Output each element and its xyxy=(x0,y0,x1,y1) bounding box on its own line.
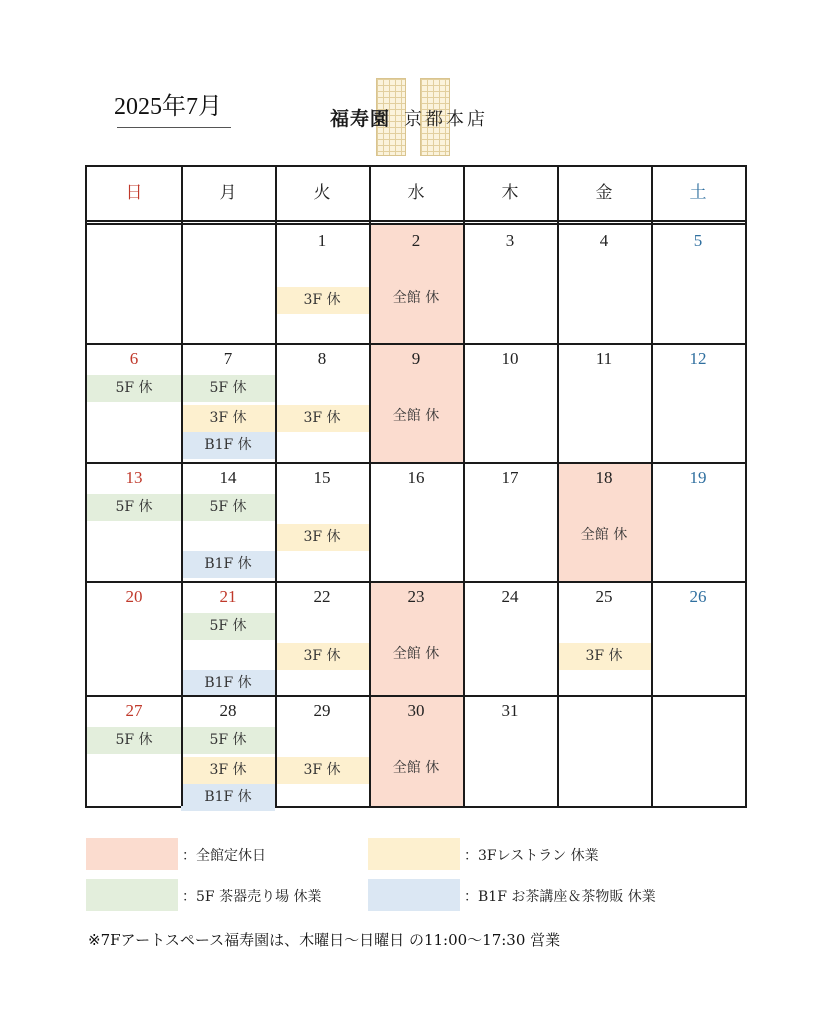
day-number: 31 xyxy=(501,701,519,720)
day-number: 10 xyxy=(501,349,519,368)
day-number: 9 xyxy=(411,349,421,368)
day-number: 28 xyxy=(219,701,237,720)
closed-tag-f3: 3F 休 xyxy=(275,287,369,314)
grid-column-line xyxy=(557,167,559,806)
grid-column-line xyxy=(181,167,183,806)
calendar-day-cell xyxy=(87,343,181,462)
closed-tag-f5: 5F 休 xyxy=(181,375,275,402)
day-number: 11 xyxy=(595,349,613,368)
grid-column-line xyxy=(275,167,277,806)
closed-tag-b1: B1F 休 xyxy=(181,784,275,811)
day-number: 8 xyxy=(317,349,327,368)
calendar-day-cell xyxy=(369,695,463,806)
calendar-day-cell xyxy=(463,695,557,806)
day-number: 3 xyxy=(505,231,515,250)
calendar-day-cell xyxy=(369,462,463,581)
calendar-day-cell xyxy=(463,581,557,695)
calendar-day-cell xyxy=(275,695,369,806)
closed-tag-all: 全館 休 xyxy=(392,408,440,424)
day-number: 4 xyxy=(599,231,609,250)
calendar-day-cell xyxy=(275,225,369,343)
footnote: ※7Fアートスペース福寿園は、木曜日〜日曜日 の11:00〜17:30 営業 xyxy=(88,931,561,949)
calendar-day-cell xyxy=(87,225,181,343)
day-number: 16 xyxy=(407,468,425,487)
calendar-day-cell xyxy=(181,225,275,343)
calendar-day-cell xyxy=(463,462,557,581)
grid-column-line xyxy=(369,167,371,806)
logo-store-name: 京都本店 xyxy=(404,109,488,130)
day-number: 13 xyxy=(125,468,143,487)
logo-brand: 福寿園 xyxy=(330,108,391,130)
calendar-day-cell xyxy=(651,695,745,806)
day-number: 22 xyxy=(313,587,331,606)
calendar-day-cell xyxy=(275,462,369,581)
calendar-header xyxy=(87,167,745,225)
calendar-day-cell xyxy=(369,225,463,343)
day-number: 30 xyxy=(407,701,425,720)
legend-text-5f: ：5F 茶器売り場 休業 xyxy=(182,889,322,905)
day-number: 23 xyxy=(407,587,425,606)
calendar-day-cell xyxy=(463,343,557,462)
store-logo xyxy=(330,78,510,156)
calendar xyxy=(85,165,747,808)
closed-tag-f5: 5F 休 xyxy=(181,494,275,521)
closed-tag-f3: 3F 休 xyxy=(275,757,369,784)
legend-text-all-closed: ：全館定休日 xyxy=(182,848,266,864)
closed-tag-all: 全館 休 xyxy=(392,760,440,776)
closed-tag-all: 全館 休 xyxy=(392,646,440,662)
closed-tag-f3: 3F 休 xyxy=(181,405,275,432)
grid-column-line xyxy=(463,167,465,806)
closed-tag-f5: 5F 休 xyxy=(87,727,181,754)
weekday-header: 木 xyxy=(501,183,519,203)
month-title: 2025年7月 xyxy=(114,94,222,120)
calendar-day-cell xyxy=(557,225,651,343)
weekday-header: 月 xyxy=(219,183,237,203)
grid-row-line xyxy=(87,695,745,697)
closed-tag-all: 全館 休 xyxy=(580,527,628,543)
closed-tag-f3: 3F 休 xyxy=(275,643,369,670)
legend-swatch-5f xyxy=(86,879,178,911)
calendar-day-cell xyxy=(651,581,745,695)
closed-tag-f5: 5F 休 xyxy=(87,375,181,402)
day-number: 12 xyxy=(689,349,707,368)
calendar-day-cell xyxy=(557,343,651,462)
closed-tag-f3: 3F 休 xyxy=(557,643,651,670)
calendar-day-cell xyxy=(87,695,181,806)
day-number: 26 xyxy=(689,587,707,606)
calendar-day-cell xyxy=(557,462,651,581)
weekday-header: 火 xyxy=(313,183,331,203)
calendar-day-cell xyxy=(275,581,369,695)
grid-row-line xyxy=(87,581,745,583)
calendar-day-cell xyxy=(557,581,651,695)
grid-row-line xyxy=(87,462,745,464)
closed-tag-all: 全館 休 xyxy=(392,290,440,306)
closed-tag-b1: B1F 休 xyxy=(181,432,275,459)
closed-tag-f3: 3F 休 xyxy=(181,757,275,784)
legend-swatch-b1f xyxy=(368,879,460,911)
closed-tag-f3: 3F 休 xyxy=(275,524,369,551)
day-number: 17 xyxy=(501,468,519,487)
calendar-day-cell xyxy=(181,462,275,581)
day-number: 15 xyxy=(313,468,331,487)
calendar-day-cell xyxy=(181,581,275,695)
day-number: 7 xyxy=(223,349,233,368)
calendar-day-cell xyxy=(369,343,463,462)
calendar-day-cell xyxy=(557,695,651,806)
day-number: 6 xyxy=(129,349,139,368)
calendar-day-cell xyxy=(181,695,275,806)
closed-tag-f5: 5F 休 xyxy=(181,613,275,640)
weekday-header: 金 xyxy=(595,183,613,203)
weekday-header: 土 xyxy=(689,183,707,203)
day-number: 25 xyxy=(595,587,613,606)
day-number: 2 xyxy=(411,231,421,250)
day-number: 21 xyxy=(219,587,237,606)
day-number: 29 xyxy=(313,701,331,720)
calendar-day-cell xyxy=(87,581,181,695)
day-number: 27 xyxy=(125,701,143,720)
calendar-day-cell xyxy=(463,225,557,343)
calendar-day-cell xyxy=(651,462,745,581)
grid-column-line xyxy=(651,167,653,806)
calendar-day-cell xyxy=(87,462,181,581)
day-number: 1 xyxy=(317,231,327,250)
legend-text-b1f: ：B1F お茶講座＆茶物販 休業 xyxy=(464,889,656,905)
day-number: 18 xyxy=(595,468,613,487)
day-number: 19 xyxy=(689,468,707,487)
closed-tag-f3: 3F 休 xyxy=(275,405,369,432)
calendar-day-cell xyxy=(275,343,369,462)
day-number: 14 xyxy=(219,468,237,487)
month-underline xyxy=(117,127,231,128)
calendar-day-cell xyxy=(369,581,463,695)
day-number: 20 xyxy=(125,587,143,606)
day-number: 5 xyxy=(693,231,703,250)
weekday-header: 水 xyxy=(407,183,425,203)
weekday-header: 日 xyxy=(125,183,143,203)
day-number: 24 xyxy=(501,587,519,606)
grid-row-line xyxy=(87,343,745,345)
legend-text-3f: ：3Fレストラン 休業 xyxy=(464,848,599,864)
closed-tag-b1: B1F 休 xyxy=(181,670,275,697)
calendar-day-cell xyxy=(181,343,275,462)
closed-tag-b1: B1F 休 xyxy=(181,551,275,578)
legend-swatch-all-closed xyxy=(86,838,178,870)
closed-tag-f5: 5F 休 xyxy=(87,494,181,521)
closed-tag-f5: 5F 休 xyxy=(181,727,275,754)
legend-swatch-3f xyxy=(368,838,460,870)
calendar-day-cell xyxy=(651,225,745,343)
calendar-day-cell xyxy=(651,343,745,462)
